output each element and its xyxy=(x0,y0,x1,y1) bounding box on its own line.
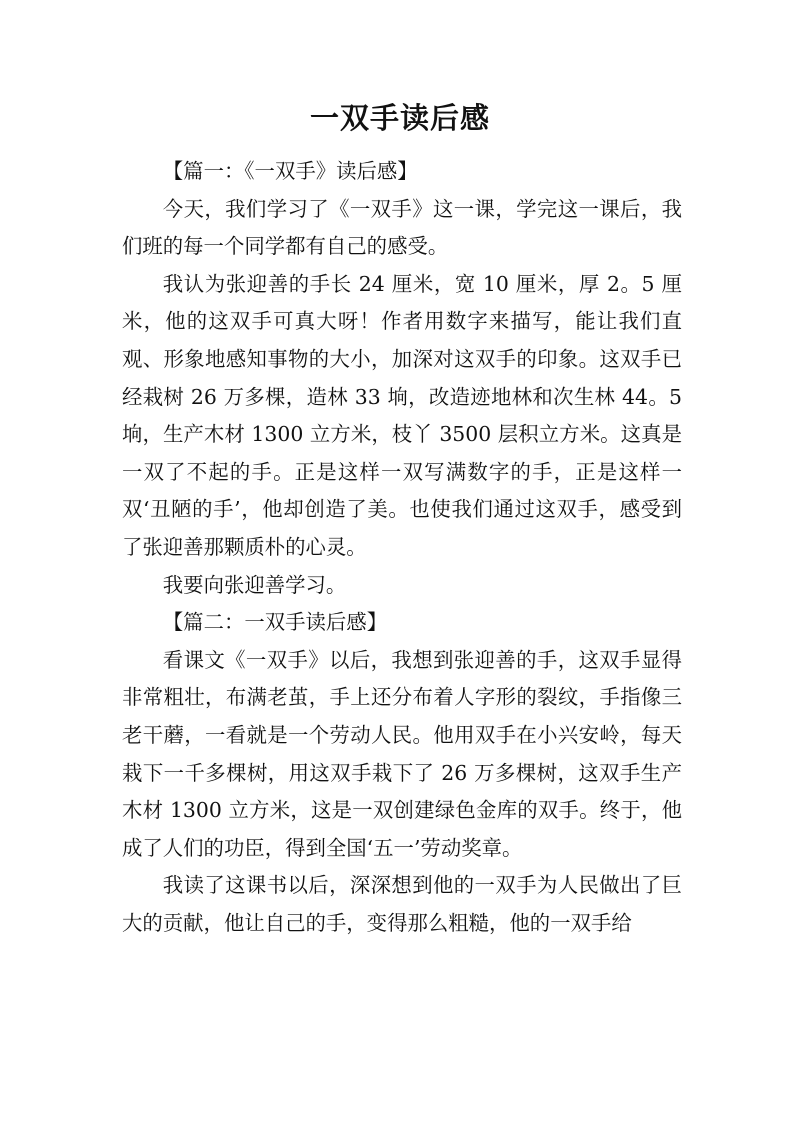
paragraph: 我读了这课书以后，深深想到他的一双手为人民做出了巨大的贡献，他让自己的手，变得那么粗糙，他的一双手给 xyxy=(122,873,682,935)
paragraph: 今天，我们学习了《一双手》这一课，学完这一课后，我们班的每一个同学都有自己的感受。 xyxy=(122,196,682,259)
paragraph: 看课文《一双手》以后，我想到张迎善的手，这双手显得非常粗壮，布满老茧，手上还分布着人字形的裂纹，手指像三老干蘑，一看就是一个劳动人民。他用双手在小兴安岭，每天栽下一千多棵树，用这双手栽下了 26 万多棵树，这双手生产木材 1300 立方米，这是一双创建绿色金库的双手。终于，他成了人们的功臣，得到全国‘五一’劳动奖章。 xyxy=(122,647,682,860)
paragraph: 我认为张迎善的手长 24 厘米，宽 10 厘米，厚 2。5 厘米，他的这双手可真大呀！作者用数字来描写，能让我们直观、形象地感知事物的大小，加深对这双手的印象。这双手已经栽树 26 万多棵，造林 33 垧，改造迹地林和次生林 44。5 垧，生产木材 1300 立方米，枝丫 3500 层积立方米。这真是一双了不起的手。正是这样一双写满数字的手，正是这样一双‘丑陋的手’，他却创造了美。也使我们通过这双手，感受到了张迎善那颗质朴的心灵。 xyxy=(122,271,682,559)
document-body xyxy=(122,153,682,942)
section-heading-1: 【篇一：《一双手》读后感】 xyxy=(162,159,418,183)
document-title: 一双手读后感 xyxy=(309,101,490,135)
paragraph: 我要向张迎善学习。 xyxy=(162,572,347,597)
section-heading-2: 【篇二：一双手读后感】 xyxy=(162,610,388,635)
